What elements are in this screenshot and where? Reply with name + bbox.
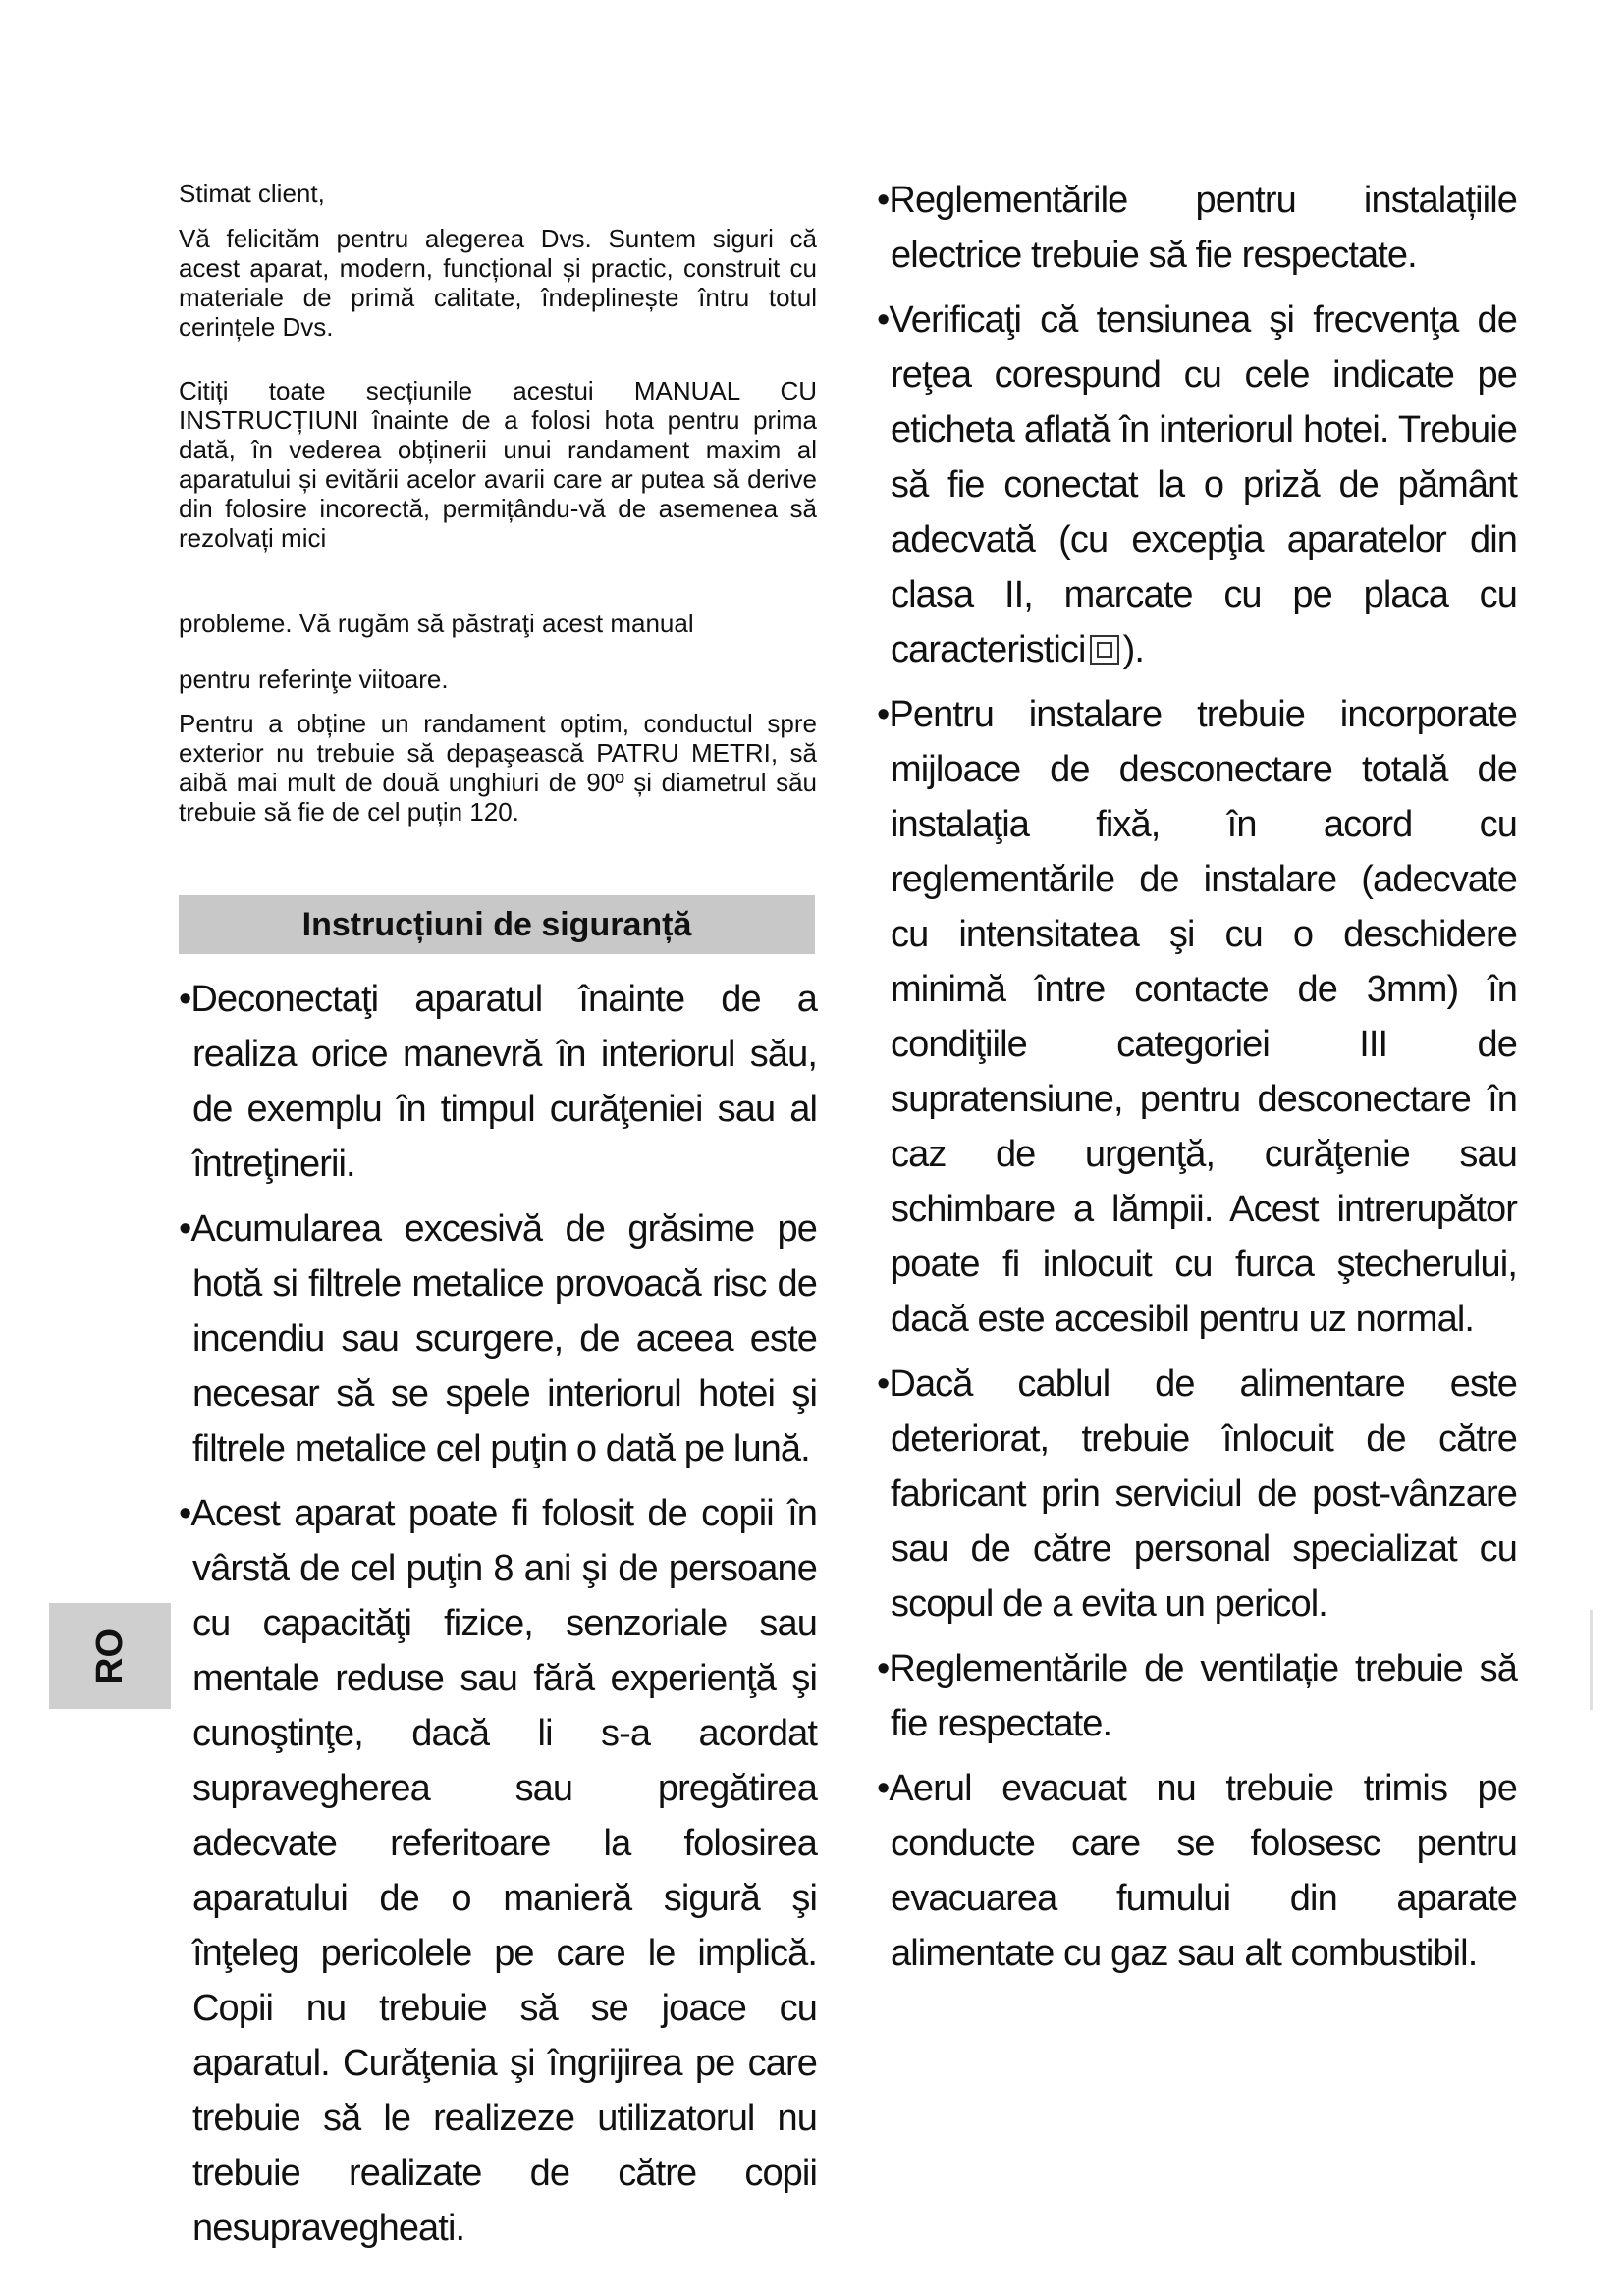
bullet-mark: • — [877, 1648, 890, 1689]
bullet-text: Deconectaţi aparatul înainte de a realiza orice manevră în interiorul său, de exemplu în timpul curăţeniei sau al întreţinerii. — [190, 979, 817, 1185]
bullet-mark: • — [877, 299, 890, 341]
read-manual-paragraph: Citiți toate secțiunile acestui MANUAL CU INSTRUCȚIUNI înainte de a folosi hota pentru prima dată, în vederea obținerii unui randament maxim al aparatului și evitării acelor avarii care ar putea să derive din folosire incorectă, permițându-vă de asemenea să rezolvați mici — [179, 376, 817, 553]
keep-manual-line-1: probleme. Vă rugăm să păstraţi acest manual — [179, 609, 694, 638]
bullet-mark: • — [877, 1768, 890, 1809]
bullet-text: Pentru instalare trebuie incorporate mijloace de desconectare totală de instalaţia fixă, în acord cu reglementările de instalare (adecvate cu intensitatea şi cu o deschidere minimă între contacte de 3mm) în condiţiile categoriei III de supratensiune, pentru desconectare în caz de urgenţă, curăţenie sau schimbare a lămpii. Acest intrerupător poate fi inlocuit cu furca ştecherului, dacă este accesibil pentru uz normal. — [889, 694, 1517, 1340]
bullet-text: Verificaţi că tensiunea şi frecvenţa de reţea corespund cu cele indicate pe eticheta aflată în interiorul hotei. Trebuie să fie conectat la o priză de pământ adecvată (cu excepţia aparatelor din clasa II, marcate cu pe placa cu caracteristici — [889, 299, 1517, 670]
list-item — [877, 173, 1517, 283]
list-item — [179, 1486, 817, 2256]
bullet-text: Dacă cablul de alimentare este deteriorat, trebuie înlocuit de către fabricant prin serviciul de post-vânzare sau de către personal specializat cu scopul de a evita un pericol. — [889, 1363, 1517, 1625]
bullet-text-tail: ). — [1122, 629, 1144, 670]
bullet-text: Reglementările de ventilație trebuie să fie respectate. — [889, 1648, 1517, 1744]
list-item — [877, 687, 1517, 1347]
list-item — [877, 1641, 1517, 1751]
bullet-text: Acest aparat poate fi folosit de copii în vârstă de cel puţin 8 ani şi de persoane cu capacităţi fizice, senzoriale sau mentale reduse sau fără experienţă şi cunoştinţe, dacă li s-a acordat supravegherea sau pregătirea adecvate referitoare la folosirea aparatului de o manieră sigură şi înţeleg pericolele pe care le implică. Copii nu trebuie să se joace cu aparatul. Curăţenia şi îngrijirea pe care trebuie să le realizeze utilizatorul nu trebuie realizate de către copii nesupravegheati. — [190, 1493, 817, 2249]
list-item — [179, 1201, 817, 1476]
section-title: Instrucțiuni de siguranță — [301, 905, 692, 943]
bullet-mark: • — [877, 1363, 890, 1405]
list-item — [877, 293, 1517, 677]
language-code: RO — [88, 1628, 131, 1684]
bullet-mark: • — [179, 1493, 191, 1534]
keep-manual-line-2: pentru referinţe viitoare. — [179, 665, 449, 694]
bullet-mark: • — [179, 979, 191, 1020]
bullet-text: Aerul evacuat nu trebuie trimis pe conducte care se folosesc pentru evacuarea fumului din aparate alimentate cu gaz sau alt combustibil. — [889, 1768, 1517, 1974]
left-safety-list — [179, 972, 817, 2266]
congrats-paragraph: Vă felicităm pentru alegerea Dvs. Suntem siguri că acest aparat, modern, funcțional și practic, construit cu materiale de primă calitate, îndeplinește întru totul cerințele Dvs. — [179, 224, 817, 342]
greeting: Stimat client, — [179, 179, 325, 208]
bullet-mark: • — [877, 180, 890, 221]
bullet-text: Reglementările pentru instalațiile electrice trebuie să fie respectate. — [889, 180, 1517, 276]
safety-section-header — [179, 895, 815, 954]
margin-divider — [1590, 1610, 1593, 1710]
bullet-mark: • — [179, 1208, 191, 1250]
performance-paragraph: Pentru a obține un randament optim, conductul spre exterior nu trebuie să depaşească PATRU METRI, să aibă mai mult de două unghiuri de 90º și diametrul său trebuie să fie de cel puțin 120. — [179, 709, 817, 827]
class-ii-icon — [1090, 635, 1119, 665]
language-tab — [49, 1603, 171, 1709]
list-item — [877, 1357, 1517, 1631]
bullet-text: Acumularea excesivă de grăsime pe hotă si filtrele metalice provoacă risc de incendiu sau scurgere, de aceea este necesar să se spele interiorul hotei şi filtrele metalice cel puţin o dată pe lună. — [190, 1208, 817, 1469]
list-item — [179, 972, 817, 1192]
right-safety-list — [877, 173, 1517, 1991]
list-item — [877, 1761, 1517, 1981]
bullet-mark: • — [877, 694, 890, 735]
